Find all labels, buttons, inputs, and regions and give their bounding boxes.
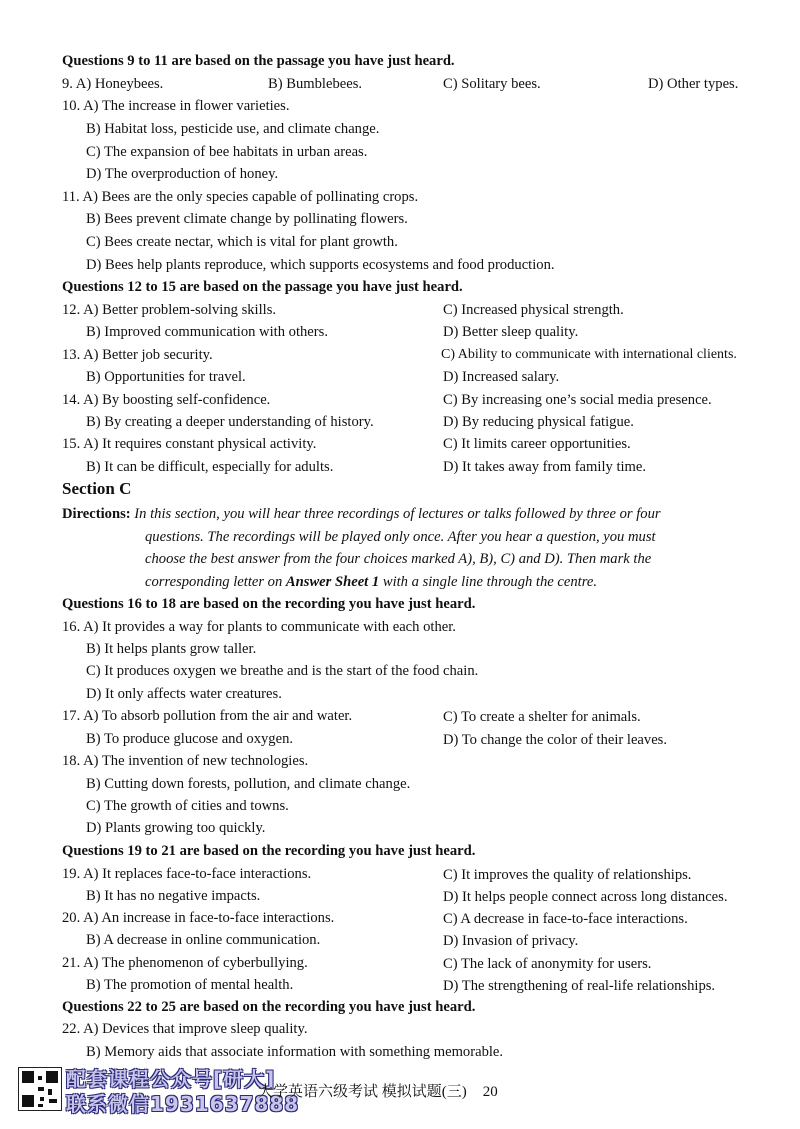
q14-option-b: B) By creating a deeper understanding of history. bbox=[86, 414, 374, 430]
q15-option-b: B) It can be difficult, especially for adults. bbox=[86, 459, 334, 475]
q10-option-b: B) Habitat loss, pesticide use, and climate change. bbox=[86, 121, 380, 137]
directions-line-4: corresponding letter on Answer Sheet 1 with a single line through the centre. bbox=[145, 574, 597, 590]
q9-option-d: D) Other types. bbox=[648, 76, 739, 92]
questions-9-11-header: Questions 9 to 11 are based on the passage you have just heard. bbox=[62, 53, 455, 69]
footer-title: 大学英语六级考试 模拟试题(三) bbox=[258, 1084, 467, 1100]
q22-option-a: 22. A) Devices that improve sleep quality. bbox=[62, 1021, 308, 1037]
q12-option-a: 12. A) Better problem-solving skills. bbox=[62, 302, 277, 318]
directions-line-2: questions. The recordings will be played only once. After you hear a question, you must bbox=[145, 529, 656, 545]
questions-22-25-header: Questions 22 to 25 are based on the recording you have just heard. bbox=[62, 999, 476, 1015]
q16-option-b: B) It helps plants grow taller. bbox=[86, 641, 257, 657]
q19-option-b: B) It has no negative impacts. bbox=[86, 888, 261, 904]
questions-16-18-header: Questions 16 to 18 are based on the recording you have just heard. bbox=[62, 596, 476, 612]
section-c-heading: Section C bbox=[62, 479, 132, 498]
q21-option-c: C) The lack of anonymity for users. bbox=[443, 956, 652, 972]
q20-option-a: 20. A) An increase in face-to-face interactions. bbox=[62, 910, 335, 926]
q20-option-c: C) A decrease in face-to-face interactions. bbox=[443, 911, 688, 927]
q20-option-b: B) A decrease in online communication. bbox=[86, 932, 321, 948]
q14-option-d: D) By reducing physical fatigue. bbox=[443, 414, 634, 430]
q22-option-b: B) Memory aids that associate information with something memorable. bbox=[86, 1044, 504, 1060]
q16-option-d: D) It only affects water creatures. bbox=[86, 686, 282, 702]
directions-line-1: Directions: In this section, you will hear three recordings of lectures or talks followed by three or four bbox=[62, 506, 661, 522]
q11-option-d: D) Bees help plants reproduce, which supports ecosystems and food production. bbox=[86, 257, 555, 273]
q18-option-b: B) Cutting down forests, pollution, and climate change. bbox=[86, 776, 411, 792]
watermark-line-1: 配套课程公众号[研大] bbox=[66, 1067, 276, 1091]
q18-option-c: C) The growth of cities and towns. bbox=[86, 798, 289, 814]
qr-code bbox=[18, 1067, 62, 1111]
q16-option-c: C) It produces oxygen we breathe and is the start of the food chain. bbox=[86, 663, 479, 679]
q19-option-a: 19. A) It replaces face-to-face interactions. bbox=[62, 866, 312, 882]
q21-option-d: D) The strengthening of real-life relationships. bbox=[443, 978, 716, 994]
q16-option-a: 16. A) It provides a way for plants to communicate with each other. bbox=[62, 619, 456, 635]
q10-option-a: 10. A) The increase in flower varieties. bbox=[62, 98, 290, 114]
q9-option-a: 9. A) Honeybees. bbox=[62, 76, 164, 92]
page-number: 20 bbox=[482, 1084, 498, 1100]
q15-option-a: 15. A) It requires constant physical activity. bbox=[62, 436, 317, 452]
q10-option-d: D) The overproduction of honey. bbox=[86, 166, 279, 182]
q14-option-a: 14. A) By boosting self-confidence. bbox=[62, 392, 271, 408]
q17-option-d: D) To change the color of their leaves. bbox=[443, 732, 668, 748]
q17-option-c: C) To create a shelter for animals. bbox=[443, 709, 641, 725]
q13-option-d: D) Increased salary. bbox=[443, 369, 560, 385]
q10-option-c: C) The expansion of bee habitats in urban areas. bbox=[86, 144, 368, 160]
q9-option-b: B) Bumblebees. bbox=[268, 76, 363, 92]
q11-option-a: 11. A) Bees are the only species capable of pollinating crops. bbox=[62, 189, 419, 205]
q17-option-a: 17. A) To absorb pollution from the air and water. bbox=[62, 708, 353, 724]
q11-option-b: B) Bees prevent climate change by pollinating flowers. bbox=[86, 211, 408, 227]
q15-option-d: D) It takes away from family time. bbox=[443, 459, 647, 475]
q12-option-b: B) Improved communication with others. bbox=[86, 324, 328, 340]
q9-option-c: C) Solitary bees. bbox=[443, 76, 541, 92]
directions-line-3: choose the best answer from the four choices marked A), B), C) and D). Then mark the bbox=[145, 551, 652, 567]
watermark-line-2: 联系微信1931637888 bbox=[66, 1092, 300, 1116]
q19-option-d: D) It helps people connect across long distances. bbox=[443, 889, 728, 905]
q13-option-a: 13. A) Better job security. bbox=[62, 347, 213, 363]
q12-option-c: C) Increased physical strength. bbox=[443, 302, 624, 318]
q21-option-b: B) The promotion of mental health. bbox=[86, 977, 294, 993]
q21-option-a: 21. A) The phenomenon of cyberbullying. bbox=[62, 955, 308, 971]
q15-option-c: C) It limits career opportunities. bbox=[443, 436, 631, 452]
q20-option-d: D) Invasion of privacy. bbox=[443, 933, 579, 949]
q13-option-c: C) Ability to communicate with international clients. bbox=[441, 347, 737, 362]
q12-option-d: D) Better sleep quality. bbox=[443, 324, 579, 340]
q13-option-b: B) Opportunities for travel. bbox=[86, 369, 246, 385]
q18-option-a: 18. A) The invention of new technologies. bbox=[62, 753, 309, 769]
q19-option-c: C) It improves the quality of relationships. bbox=[443, 867, 692, 883]
q11-option-c: C) Bees create nectar, which is vital for plant growth. bbox=[86, 234, 398, 250]
q18-option-d: D) Plants growing too quickly. bbox=[86, 820, 266, 836]
q14-option-c: C) By increasing one’s social media presence. bbox=[443, 392, 712, 408]
questions-19-21-header: Questions 19 to 21 are based on the recording you have just heard. bbox=[62, 843, 476, 859]
q17-option-b: B) To produce glucose and oxygen. bbox=[86, 731, 294, 747]
questions-12-15-header: Questions 12 to 15 are based on the passage you have just heard. bbox=[62, 279, 463, 295]
page-footer bbox=[258, 1080, 498, 1101]
